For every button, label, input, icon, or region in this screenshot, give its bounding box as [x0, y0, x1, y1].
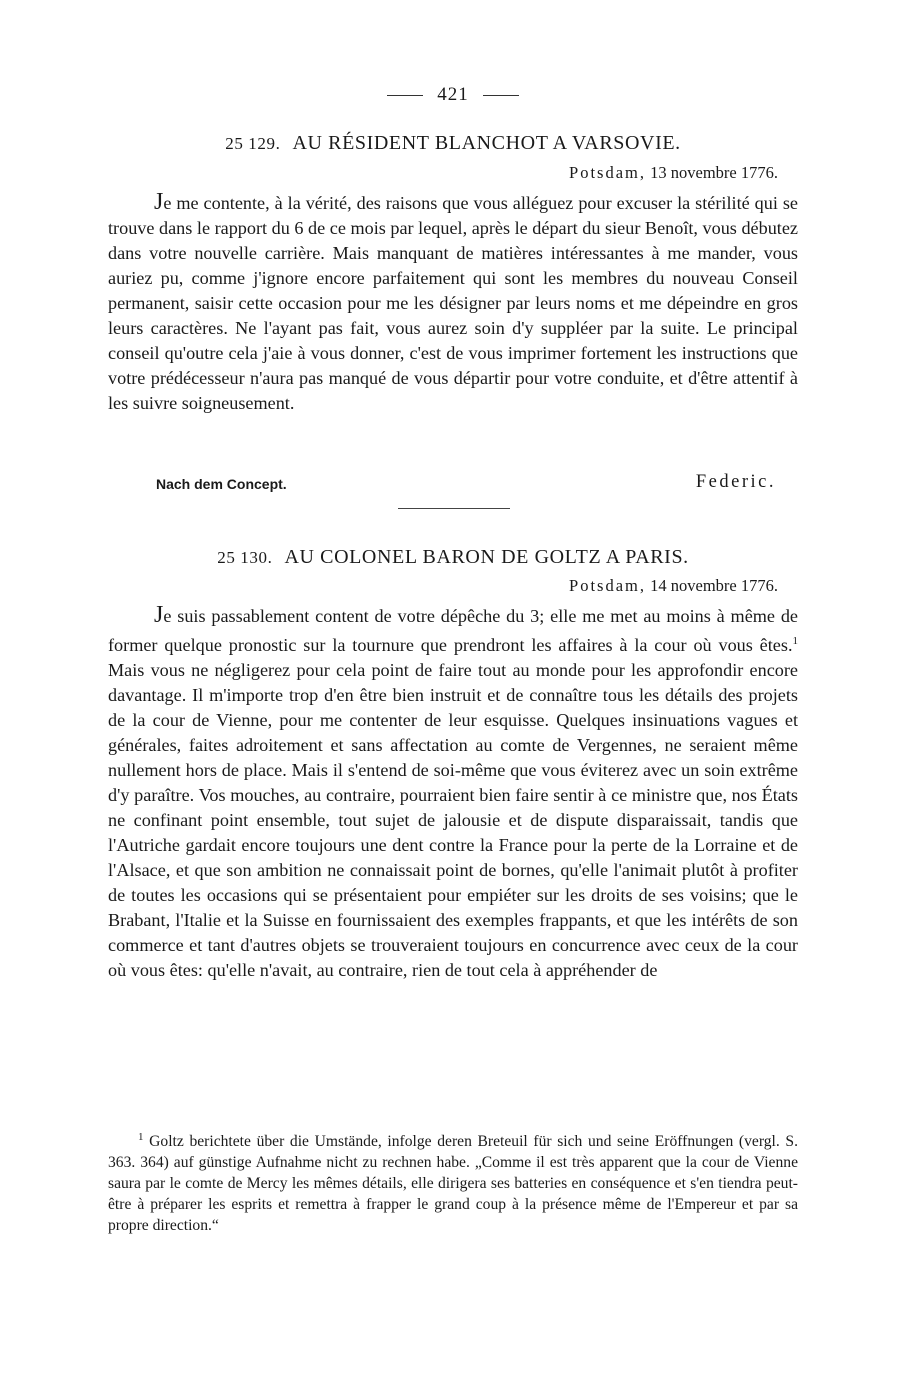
- footnote: [108, 1127, 798, 1236]
- letter-heading: [108, 132, 798, 155]
- letter-title: AU COLONEL BARON DE GOLTZ A PARIS.: [284, 546, 689, 568]
- letter-title: AU RÉSIDENT BLANCHOT A VARSOVIE.: [292, 132, 681, 154]
- letter-number: 25 129.: [225, 134, 281, 153]
- footnote-marker: 1: [138, 1131, 144, 1143]
- dateline: [569, 576, 778, 596]
- page-header: [108, 84, 798, 106]
- dateline: [569, 163, 778, 183]
- section-divider: [398, 508, 510, 509]
- footnote-reference: 1: [792, 635, 798, 647]
- dateline-date: 14 novembre 1776.: [650, 576, 778, 595]
- letter-text-continued: Mais vous ne négligerez pour cela point de faire tout au monde pour les approfondir encore davantage. Il m'importe trop d'en être bien instruit et de connaître tous les détails des projets de la cour de Vienne, pour me contenter de leur esquisse. Quelques insinuations vagues et générales, faites adroitement et sans affectation au comte de Vergennes, ne seraient même nullement hors de place. Mais il s'entend de soi-même que vous éviterez avec un soin extrême d'y paraître. Vos mouches, au contraire, pourraient bien faire sentir à ce ministre que, nos États ne confinant point ensemble, tout sujet de jalousie et de dispute disparaissait, tandis que l'Autriche gardait encore toujours une dent contre la France pour la perte de la Lorraine et de l'Alsace, et que son ambition ne connaissait point de bornes, qu'elle l'animait plutôt à profiter de toutes les occasions qui se présentaient pour empiéter sur les droits de ses voisins; que le Brabant, l'Italie et la Suisse en fournissaient des exemples frappants, et que les intérêts de son commerce et tant d'autres objets se trouveraient toujours en concurrence avec ceux de la cour où vous êtes: qu'elle n'avait, au contraire, rien de tout cela à appréhender de: [108, 660, 798, 981]
- letter-paragraph: [108, 190, 798, 416]
- letter-body: [108, 190, 798, 416]
- letter-body: [108, 603, 798, 983]
- source-note: Nach dem Concept.: [156, 476, 287, 492]
- letter-heading: [108, 546, 798, 569]
- letter-text: e suis passablement content de votre dépêche du 3; elle me met au moins à même de former quelque pronostic sur la tournure que prendront les affaires à la cour où vous êtes.: [108, 606, 798, 656]
- letter-text: e me contente, à la vérité, des raisons que vous alléguez pour excuser la stérilité qui se trouve dans le rapport du 6 de ce mois par lequel, après le départ du sieur Benoît, vous débutez dans votre nouvelle carrière. Mais manquant de matières intéressantes à me mander, vous auriez pu, comme j'ignore encore parfaitement qui sont les membres du nouveau Conseil permanent, saisir cette occasion pour me les désigner par leurs noms et me dépeindre en gros leurs caractères. Ne l'ayant pas fait, vous aurez soin d'y suppléer par la suite. Le principal conseil qu'outre cela j'aie à vous donner, c'est de vous imprimer fortement les instructions que votre prédécesseur n'aura pas manqué de vous départir pour votre conduite, et d'être attentif à les suivre soigneusement.: [108, 193, 798, 413]
- initial-letter: J: [154, 189, 164, 215]
- dateline-place: Potsdam,: [569, 163, 647, 182]
- dateline-place: Potsdam,: [569, 576, 647, 595]
- signature: Federic.: [695, 472, 776, 492]
- page-number: 421: [437, 84, 469, 105]
- header-rule-left: [387, 95, 423, 96]
- header-rule-right: [483, 95, 519, 96]
- letter-number: 25 130.: [217, 548, 273, 567]
- footnote-text: Goltz berichtete über die Umstände, infolge deren Breteuil für sich und seine Eröffnungen (vergl. S. 363. 364) auf günstige Aufnahme nicht zu rechnen habe. „Comme il est très apparent que la cour de Vienne saura par le comte de Mercy les mêmes détails, elle dirigera ses batteries en conséquence et s'en tiendra peut-être à préparer les esprits et remettra à frapper le grand coup à la présence même de l'Empereur et par sa propre direction.“: [108, 1133, 798, 1235]
- initial-letter: J: [154, 602, 164, 628]
- letter-paragraph: [108, 603, 798, 983]
- dateline-date: 13 novembre 1776.: [650, 163, 778, 182]
- footnote-block: [108, 1127, 798, 1236]
